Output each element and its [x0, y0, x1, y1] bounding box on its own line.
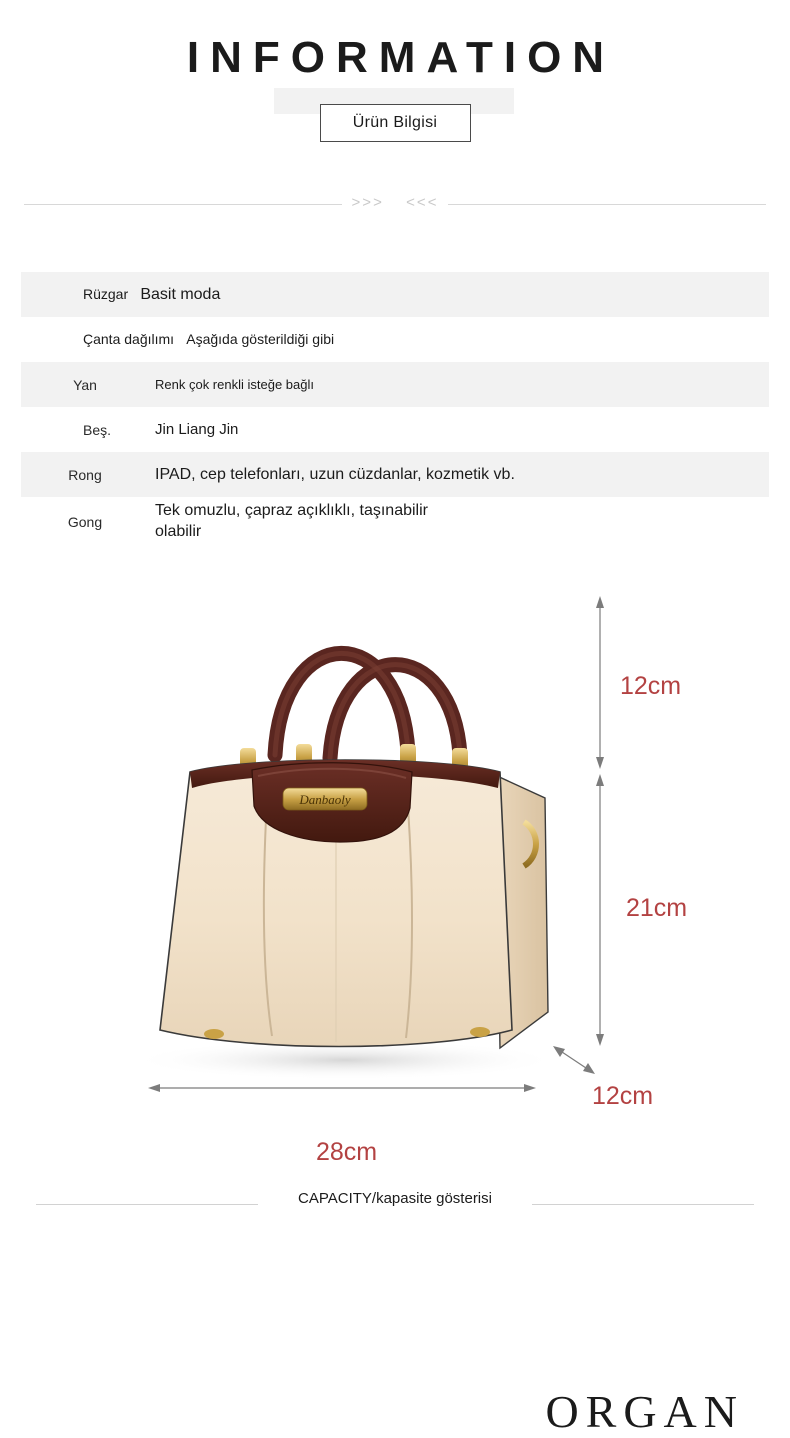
- section-divider: [0, 194, 790, 214]
- subtitle-box: [320, 104, 471, 142]
- capacity-label: CAPACITY/kapasite gösterisi: [298, 1190, 492, 1208]
- subtitle-label: Ürün Bilgisi: [352, 114, 438, 132]
- dimension-width: 28cm: [316, 1138, 378, 1167]
- footer-brand: ORGAN: [545, 1386, 744, 1437]
- divider-arrows: [0, 194, 790, 211]
- spec-key: Gong: [67, 513, 103, 530]
- spec-value: Basit moda: [140, 286, 221, 304]
- spec-value: Tek omuzlu, çapraz açıklıklı, taşınabilir olabilir: [155, 502, 428, 540]
- table-row: [21, 452, 769, 497]
- dimension-body-height: 21cm: [626, 894, 688, 923]
- product-image-area: [0, 560, 790, 1180]
- spec-key: Beş.: [83, 421, 112, 438]
- dimension-handle-height: 12cm: [620, 672, 682, 701]
- spec-value: Jin Liang Jin: [155, 420, 239, 438]
- specification-table: [21, 272, 769, 546]
- page-header: [0, 0, 790, 142]
- spec-key: Yan: [73, 376, 97, 393]
- handbag-illustration: [0, 560, 790, 1180]
- spec-value: Renk çok renkli isteğe bağlı: [155, 376, 314, 392]
- spec-value: IPAD, cep telefonları, uzun cüzdanlar, kozmetik vb.: [155, 466, 515, 484]
- spec-key: Çanta dağılımı: [83, 330, 175, 347]
- table-row: [21, 272, 769, 317]
- table-row: [21, 407, 769, 452]
- brand-plate-text: Danbaoly: [299, 792, 351, 808]
- table-row: [21, 317, 769, 362]
- dimension-depth: 12cm: [592, 1082, 654, 1111]
- spec-key: Rong: [68, 466, 102, 483]
- capacity-section: [0, 1184, 790, 1224]
- divider-arrows-right-icon: >>>: [351, 194, 384, 212]
- table-row: [21, 362, 769, 407]
- spec-key: Rüzgar: [83, 286, 129, 303]
- page-title: INFORMATION: [186, 33, 616, 82]
- spec-value: Aşağıda gösterildiği gibi: [186, 330, 335, 347]
- table-row: [21, 497, 769, 546]
- divider-arrows-left-icon: <<<: [406, 194, 439, 212]
